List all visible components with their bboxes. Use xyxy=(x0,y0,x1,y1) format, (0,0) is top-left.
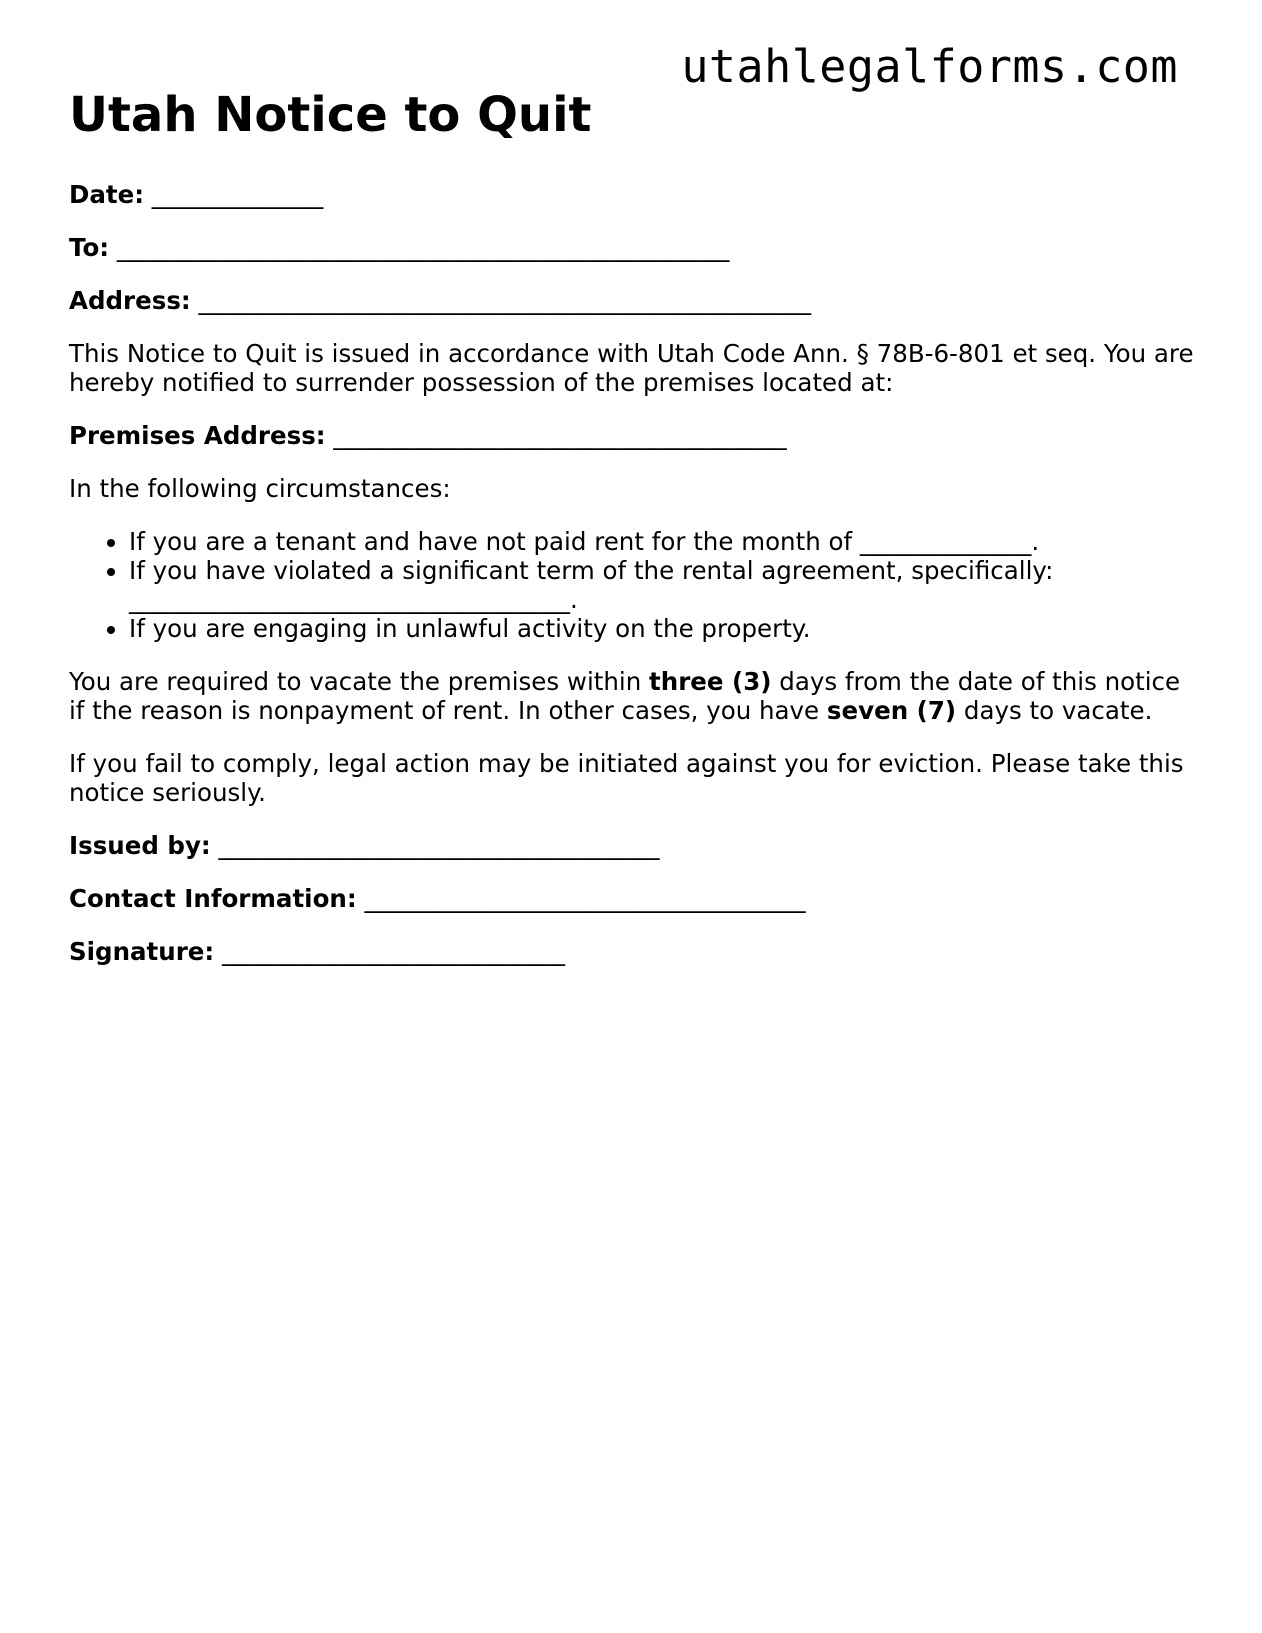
date-blank: ______________ xyxy=(151,180,324,209)
document-body xyxy=(69,180,1199,990)
list-item: • If you have violated a significant term of the rental agreement, specifically: ____________________________________. xyxy=(129,556,1199,614)
signature-field xyxy=(69,937,1199,966)
premises-address-field xyxy=(69,421,1199,450)
to-label: To: xyxy=(69,233,110,262)
document-title: Utah Notice to Quit xyxy=(69,87,592,143)
vacate-three-days: three (3) xyxy=(649,667,772,696)
date-field xyxy=(69,180,1199,209)
circumstances-list xyxy=(69,527,1199,643)
circumstances-heading: In the following circumstances: xyxy=(69,474,451,503)
signature-blank: ____________________________ xyxy=(222,937,566,966)
to-field xyxy=(69,233,1199,262)
vacate-text: days to vacate. xyxy=(956,696,1153,725)
address-label: Address: xyxy=(69,286,191,315)
date-label: Date: xyxy=(69,180,144,209)
vacate-paragraph xyxy=(69,667,1199,725)
issued-by-field xyxy=(69,831,1199,860)
list-item: • If you are engaging in unlawful activity on the property. xyxy=(129,614,1199,643)
address-field xyxy=(69,286,1199,315)
to-blank: __________________________________________________ xyxy=(116,233,730,262)
intro-paragraph: This Notice to Quit is issued in accordance with Utah Code Ann. § 78B-6-801 et seq. You are hereby notified to surrender possession of the premises located at: xyxy=(69,339,1194,397)
contact-information-field xyxy=(69,884,1199,913)
vacate-text: days from the date of this notice if the reason is nonpayment of rent. In other cases, you have xyxy=(69,667,1181,725)
contact-information-blank: ____________________________________ xyxy=(364,884,806,913)
list-item: • If you are a tenant and have not paid rent for the month of ______________. xyxy=(129,527,1199,556)
vacate-seven-days: seven (7) xyxy=(826,696,957,725)
warning-paragraph: If you fail to comply, legal action may be initiated against you for eviction. Please take this notice seriously. xyxy=(69,749,1184,807)
signature-label: Signature: xyxy=(69,937,215,966)
contact-information-label: Contact Information: xyxy=(69,884,357,913)
site-watermark: utahlegalforms.com xyxy=(681,40,1178,93)
premises-address-label: Premises Address: xyxy=(69,421,326,450)
premises-address-blank: _____________________________________ xyxy=(333,421,787,450)
issued-by-label: Issued by: xyxy=(69,831,211,860)
vacate-text: You are required to vacate the premises within xyxy=(69,667,650,696)
address-blank: __________________________________________________ xyxy=(198,286,811,315)
issued-by-blank: ____________________________________ xyxy=(218,831,660,860)
